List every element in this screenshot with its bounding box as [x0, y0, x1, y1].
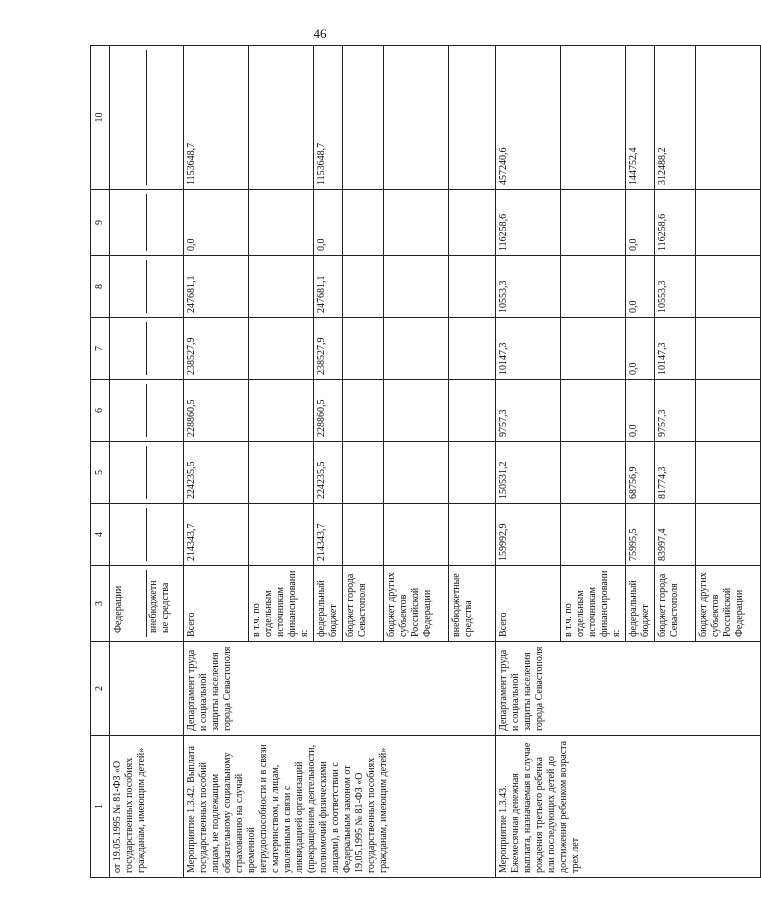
funding-source-label: Федерации	[112, 570, 147, 637]
value-cell: 214343,7	[184, 504, 249, 566]
value-cell: 10147,3	[496, 318, 561, 380]
value-cell: 10553,3	[655, 256, 696, 318]
value-cell	[249, 504, 314, 566]
value-cell	[343, 380, 384, 442]
funding-source-label: федеральный бюджет	[314, 566, 343, 642]
executor-cell: Департамент труда и социальной защиты населения города Севастополя	[184, 642, 496, 736]
value-cell	[249, 318, 314, 380]
column-number: 2	[91, 642, 110, 736]
value-cell	[343, 504, 384, 566]
measure-row	[496, 46, 561, 878]
value-cell: 0,0	[184, 190, 249, 256]
value-cell	[384, 442, 449, 504]
value-cell	[449, 380, 496, 442]
column-number: 10	[91, 46, 110, 190]
funding-source-label: бюджет города Севастополя	[343, 566, 384, 642]
value-cell	[696, 256, 761, 318]
value-cell: 247681,1	[184, 256, 249, 318]
value-cell: 0,0	[626, 318, 655, 380]
value-cell	[384, 46, 449, 190]
value-cell	[384, 380, 449, 442]
funding-source-label: внебюджетные средства	[148, 580, 171, 633]
value-cell	[384, 256, 449, 318]
value-cell	[384, 318, 449, 380]
value-cell	[561, 46, 626, 190]
value-cell	[343, 442, 384, 504]
value-cell	[343, 318, 384, 380]
funding-source-label: бюджет других субъектов Российской Федерации	[696, 566, 761, 642]
funding-source-cell	[110, 566, 184, 642]
executor-cell: Департамент труда и социальной защиты населения города Севастополя	[496, 642, 761, 736]
column-number: 9	[91, 190, 110, 256]
financing-table	[90, 45, 761, 878]
value-cell: 10147,3	[655, 318, 696, 380]
value-cell	[449, 190, 496, 256]
value-cell	[561, 504, 626, 566]
value-cell: 1153648,7	[314, 46, 343, 190]
value-cell	[561, 256, 626, 318]
funding-source-label: внебюджетные средства	[449, 566, 496, 642]
value-cell: 0,0	[626, 380, 655, 442]
value-cell: 75995,5	[626, 504, 655, 566]
measure-name-cell: Мероприятие 1.3.42. Выплата государственных пособий лицам, не подлежащим обязательному социальному страхованию на случай временной нетрудоспособности и в связи с материнством, и лицам, уволенным в связи с ликвидацией организаций (прекращением деятельности, полномочий физическими лицами), в соответствии с Федеральным законом от 19.05.1995 № 81-ФЗ «О государственных пособиях гражданам, имеющим детей»	[184, 736, 496, 878]
column-number: 3	[91, 566, 110, 642]
executor-cell	[110, 642, 184, 736]
value-cell	[449, 46, 496, 190]
value-cell: 228860,5	[314, 380, 343, 442]
column-number: 6	[91, 380, 110, 442]
column-number-row	[91, 46, 110, 878]
column-number: 8	[91, 256, 110, 318]
measure-row	[184, 46, 249, 878]
value-cell	[449, 318, 496, 380]
measure-name-cell: Мероприятие 1.3.43. Ежемесячная денежная выплата, назначаемая в случае рождения третьего ребенка или последующих детей до достижения ребенком возраста трех лет	[496, 736, 761, 878]
value-cell	[696, 318, 761, 380]
value-cell: 159992,9	[496, 504, 561, 566]
value-cell	[249, 46, 314, 190]
column-number: 5	[91, 442, 110, 504]
value-cell	[384, 190, 449, 256]
value-cell	[696, 442, 761, 504]
value-cell: 0,0	[626, 190, 655, 256]
value-cell: 1153648,7	[184, 46, 249, 190]
column-number: 7	[91, 318, 110, 380]
value-cell	[449, 256, 496, 318]
value-cell: 247681,1	[314, 256, 343, 318]
value-cell: 238527,9	[314, 318, 343, 380]
column-number: 4	[91, 504, 110, 566]
value-cell: 9757,3	[496, 380, 561, 442]
value-cell: 0,0	[314, 190, 343, 256]
value-cell	[249, 442, 314, 504]
value-cell: 9757,3	[655, 380, 696, 442]
value-cell: 116258,6	[496, 190, 561, 256]
value-cell	[561, 190, 626, 256]
value-cell	[696, 190, 761, 256]
funding-source-label: бюджет других субъектов Российской Федерации	[384, 566, 449, 642]
value-cell	[561, 380, 626, 442]
funding-source-label: в т.ч. по отдельным источникам финансирования:	[249, 566, 314, 642]
value-cell	[696, 504, 761, 566]
continuation-row	[110, 46, 184, 878]
value-cell	[384, 504, 449, 566]
value-cell: 68756,9	[626, 442, 655, 504]
value-cell: 224235,5	[314, 442, 343, 504]
value-cell: 144752,4	[626, 46, 655, 190]
measure-name-cell: от 19.05.1995 № 81-ФЗ «О государственных пособиях гражданам, имеющим детей»	[110, 736, 184, 878]
funding-source-label: в т.ч. по отдельным источникам финансирования:	[561, 566, 626, 642]
value-cell: 312488,2	[655, 46, 696, 190]
value-cell	[249, 256, 314, 318]
funding-source-label: федеральный бюджет	[626, 566, 655, 642]
value-cell: 214343,7	[314, 504, 343, 566]
funding-source-label: бюджет города Севастополя	[655, 566, 696, 642]
rotated-table-container	[90, 86, 745, 878]
value-cell	[696, 380, 761, 442]
value-cell: 0,0	[626, 256, 655, 318]
value-cell: 150531,2	[496, 442, 561, 504]
page-number: 46	[313, 26, 327, 41]
funding-source-label: Всего	[496, 566, 561, 642]
value-cell: 116258,6	[655, 190, 696, 256]
value-cell: 238527,9	[184, 318, 249, 380]
value-cell	[561, 318, 626, 380]
value-cell: 83997,4	[655, 504, 696, 566]
value-cell	[343, 190, 384, 256]
funding-source-label: Всего	[184, 566, 249, 642]
value-cell: 457240,6	[496, 46, 561, 190]
value-cell: 224235,5	[184, 442, 249, 504]
value-cell: 228860,5	[184, 380, 249, 442]
value-cell: 81774,3	[655, 442, 696, 504]
value-cell	[696, 46, 761, 190]
value-cell	[249, 190, 314, 256]
value-cell: 10553,3	[496, 256, 561, 318]
value-cell	[343, 46, 384, 190]
column-number: 1	[91, 736, 110, 878]
value-cell	[249, 380, 314, 442]
value-cell	[449, 504, 496, 566]
value-cell	[561, 442, 626, 504]
value-cell	[449, 442, 496, 504]
value-cell	[343, 256, 384, 318]
